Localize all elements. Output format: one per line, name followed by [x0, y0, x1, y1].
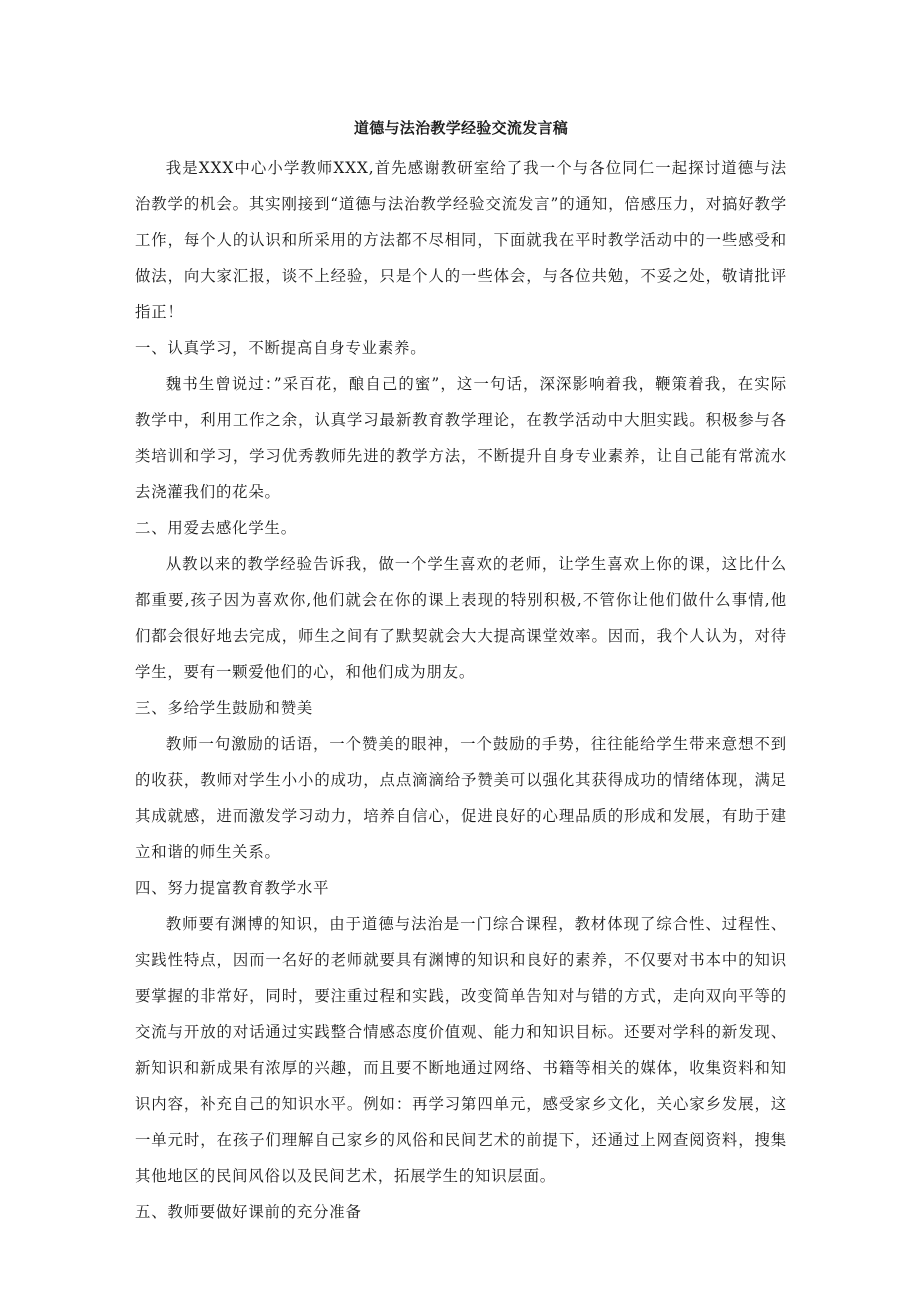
section-1-body: 魏书生曾说过：”采百花，酿自己的蜜”，这一句话，深深影响着我，鞭策着我，在实际教学中，利用工作之余，认真学习最新教育教学理论，在教学活动中大胆实践。积极参与各类培训和学习，学习优秀教师先进的教学方法，不断提升自身专业素养，让自己能有常流水去浇灌我们的花朵。 — [135, 375, 787, 501]
section-4-heading: 四、努力提富教育教学水平 — [135, 879, 330, 897]
intro-paragraph: 我是XXX中心小学教师XXX,首先感谢教研室给了我一个与各位同仁一起探讨道德与法治教学的机会。其实刚接到“道德与法治教学经验交流发言”的通知，倍感压力，对搞好教学工作，每个人的认识和所采用的方法都不尽相同，下面就我在平时教学活动中的一些感受和做法，向大家汇报，谈不上经验，只是个人的一些体会，与各位共勉，不妥之处，敬请批评指正！ — [135, 159, 787, 321]
section-1-heading: 一、认真学习，不断提高自身专业素养。 — [135, 339, 427, 357]
document-title: 道德与法治教学经验交流发言稿 — [353, 119, 569, 137]
section-3-body: 教师一句激励的话语，一个赞美的眼神，一个鼓励的手势，往往能给学生带来意想不到的收获，教师对学生小小的成功，点点滴滴给予赞美可以强化其获得成功的情绪体现，满足其成就感，进而激发学习动力，培养自信心，促进良好的心理品质的形成和发展，有助于建立和谐的师生关系。 — [135, 735, 787, 861]
document-page — [135, 116, 787, 1230]
section-2-body: 从教以来的教学经验告诉我，做一个学生喜欢的老师，让学生喜欢上你的课，这比什么都重要,孩子因为喜欢你,他们就会在你的课上表现的特别积极,不管你让他们做什么事情,他们都会很好地去完成，师生之间有了默契就会大大提高课堂效率。因而，我个人认为，对待学生，要有一颗爱他们的心，和他们成为朋友。 — [135, 555, 787, 681]
section-4-body: 教师要有渊博的知识，由于道德与法治是一门综合课程，教材体现了综合性、过程性、实践性特点，因而一名好的老师就要具有渊博的知识和良好的素养，不仅要对书本中的知识要掌握的非常好，同时，要注重过程和实践，改变简单告知对与错的方式，走向双向平等的交流与开放的对话通过实践整合情感态度价值观、能力和知识目标。还要对学科的新发现、新知识和新成果有浓厚的兴趣，而且要不断地通过网络、书籍等相关的媒体，收集资料和知识内容，补充自己的知识水平。例如：再学习第四单元，感受家乡文化，关心家乡发展，这一单元时，在孩子们理解自己家乡的风俗和民间艺术的前提下，还通过上网查阅资料，搜集其他地区的民间风俗以及民间艺术，拓展学生的知识层面。 — [135, 915, 787, 1185]
section-5-heading: 五、教师要做好课前的充分准备 — [135, 1203, 362, 1221]
section-3-heading: 三、多给学生鼓励和赞美 — [135, 699, 314, 717]
section-2-heading: 二、用爱去感化学生。 — [135, 519, 297, 537]
